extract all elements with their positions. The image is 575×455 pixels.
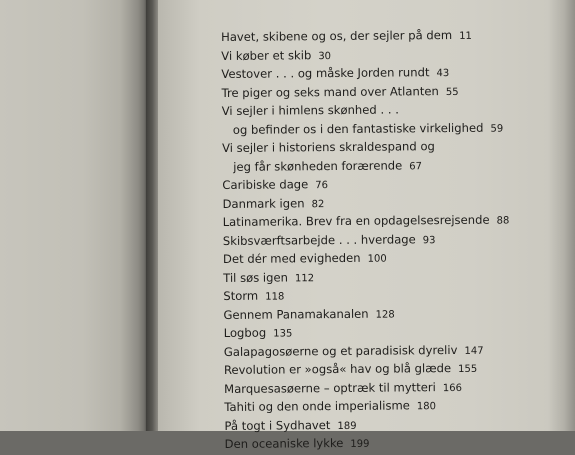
toc-entry-page: 55 bbox=[446, 86, 459, 97]
toc-entry-page: 128 bbox=[376, 309, 395, 320]
toc-entry-title: Storm bbox=[223, 289, 258, 303]
toc-entry bbox=[222, 136, 509, 157]
toc-entry-page: 112 bbox=[295, 273, 314, 284]
toc-entry bbox=[221, 81, 508, 102]
toc-entry bbox=[221, 25, 508, 46]
toc-entry bbox=[224, 358, 511, 379]
toc-entry-title: Det dér med evigheden bbox=[223, 251, 361, 266]
toc-entry-title: Marquesasøerne – optræk til mytteri bbox=[224, 380, 436, 396]
toc-entry bbox=[223, 247, 510, 268]
toc-entry bbox=[223, 210, 510, 231]
toc-entry-page: 180 bbox=[417, 401, 436, 412]
toc-entry bbox=[222, 99, 509, 120]
toc-entry-title: Gennem Panamakanalen bbox=[223, 306, 368, 321]
toc-entry bbox=[223, 284, 510, 305]
page-edge-shadow bbox=[548, 0, 575, 431]
toc-entry-page: 43 bbox=[436, 68, 449, 79]
left-page bbox=[0, 0, 150, 431]
toc-entry-title: Til søs igen bbox=[223, 270, 288, 285]
toc-entry-title: Vestover . . . og måske Jorden rundt bbox=[221, 65, 429, 81]
toc-entry-title: og befinder os i den fantastiske virkelighed bbox=[233, 120, 484, 136]
toc-entry-page: 88 bbox=[497, 215, 510, 226]
toc-entry bbox=[224, 377, 511, 398]
toc-entry bbox=[222, 118, 509, 139]
toc-entry-page: 67 bbox=[409, 161, 422, 172]
toc-entry-title: Skibsværftsarbejde . . . hverdage bbox=[223, 232, 416, 248]
toc-entry-page: 155 bbox=[458, 364, 477, 375]
toc-entry-title: Den oceaniske lykke bbox=[225, 436, 344, 451]
toc-entry bbox=[224, 321, 511, 342]
toc-entry bbox=[225, 432, 512, 453]
toc-entry bbox=[224, 395, 511, 416]
toc-entry-page: 93 bbox=[423, 235, 436, 246]
toc-entry bbox=[221, 62, 508, 83]
toc-entry-page: 30 bbox=[318, 51, 331, 62]
toc-entry-title: Caribiske dage bbox=[222, 177, 308, 192]
toc-entry-title: Vi sejler i historiens skraldespand og bbox=[222, 139, 435, 155]
toc-entry-title: Havet, skibene og os, der sejler på dem bbox=[221, 28, 452, 44]
toc-entry-title: Tahiti og den onde imperialisme bbox=[224, 398, 410, 414]
toc-entry-page: 59 bbox=[490, 123, 503, 134]
toc-entry-page: 147 bbox=[464, 345, 483, 356]
toc-entry-page: 189 bbox=[337, 420, 356, 431]
toc-entry bbox=[221, 44, 508, 65]
toc-entry-title: Vi køber et skib bbox=[221, 48, 311, 63]
toc-entry-title: På togt i Sydhavet bbox=[224, 418, 330, 433]
toc-entry-page: 199 bbox=[350, 439, 369, 450]
toc-entry bbox=[222, 192, 509, 213]
toc-entry bbox=[223, 229, 510, 250]
table-of-contents bbox=[221, 25, 511, 453]
toc-entry-page: 100 bbox=[368, 254, 387, 265]
toc-entry-title: Vi sejler i himlens skønhed . . . bbox=[222, 102, 399, 118]
toc-entry bbox=[222, 173, 509, 194]
toc-entry-page: 135 bbox=[273, 328, 292, 339]
toc-entry-title: Latinamerika. Brev fra en opdagelsesrejsende bbox=[223, 213, 490, 229]
toc-entry bbox=[224, 414, 511, 435]
toc-entry-title: Galapagosøerne og et paradisisk dyreliv bbox=[224, 342, 458, 358]
toc-entry bbox=[222, 155, 509, 176]
toc-entry bbox=[223, 303, 510, 324]
toc-entry-title: Revolution er »også« hav og blå glæde bbox=[224, 361, 451, 377]
toc-entry-page: 76 bbox=[315, 180, 328, 191]
toc-entry-page: 11 bbox=[459, 31, 472, 42]
toc-entry bbox=[224, 340, 511, 361]
toc-entry-title: Logbog bbox=[224, 326, 267, 340]
toc-entry-title: Danmark igen bbox=[222, 196, 304, 211]
toc-entry-page: 166 bbox=[443, 382, 462, 393]
toc-entry-title: jeg får skønheden forærende bbox=[233, 158, 402, 173]
toc-entry bbox=[223, 266, 510, 287]
toc-entry-page: 82 bbox=[312, 199, 325, 210]
toc-entry-title: Tre piger og seks mand over Atlanten bbox=[222, 84, 439, 100]
toc-entry-page: 118 bbox=[265, 291, 284, 302]
